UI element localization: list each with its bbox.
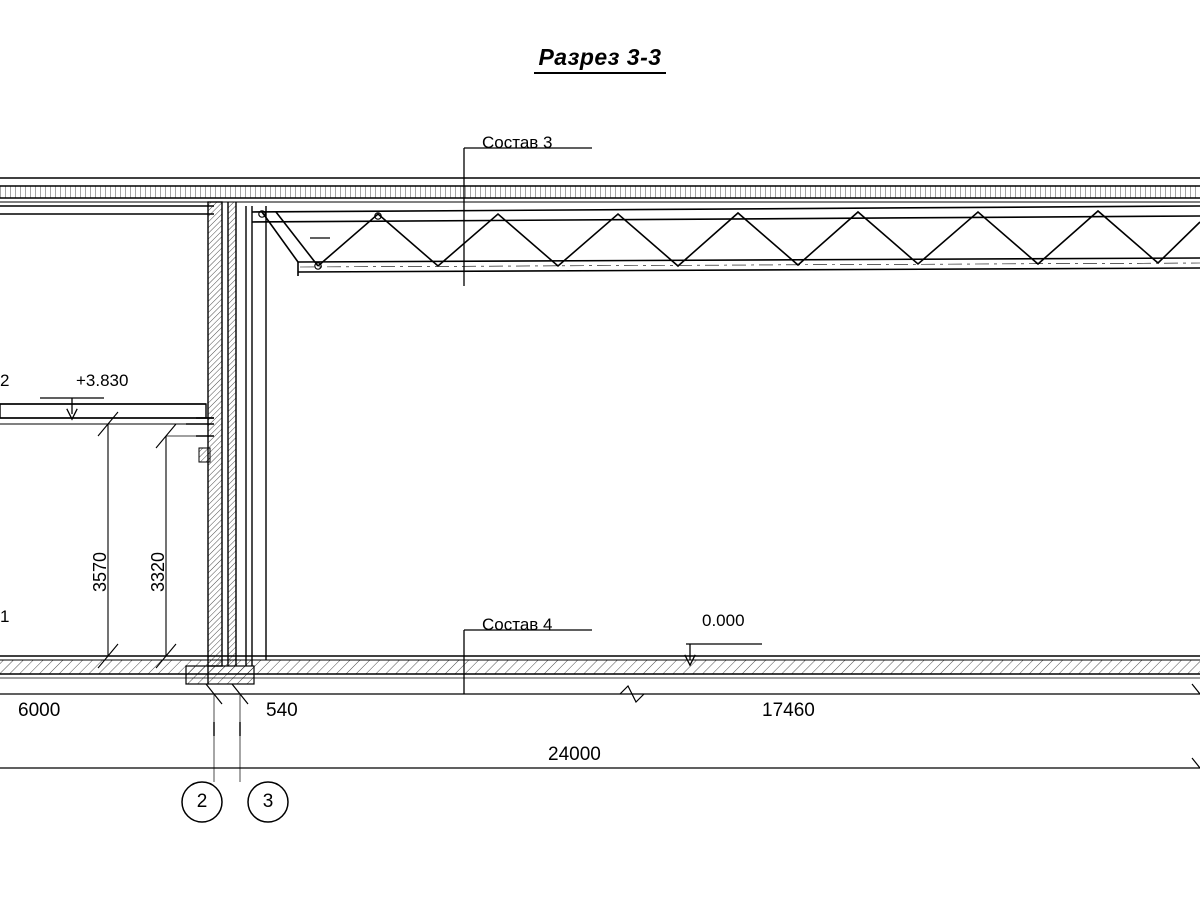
dimension-540: 540 xyxy=(266,700,298,721)
vertical-dimension-3570: 3570 xyxy=(90,551,110,592)
dimension-total-24000: 24000 xyxy=(548,744,601,765)
left-mark-2: 2 xyxy=(0,371,10,390)
level-high-label: +3.830 xyxy=(76,371,129,390)
left-mark-1: 1 xyxy=(0,607,10,626)
dimension-6000: 6000 xyxy=(18,700,61,721)
level-marks xyxy=(40,398,762,660)
level-zero-label: 0.000 xyxy=(702,611,745,630)
steel-truss xyxy=(252,206,1200,276)
floor-slab xyxy=(0,656,1200,678)
vertical-dimension-lines xyxy=(98,412,200,668)
dimension-17460: 17460 xyxy=(762,700,815,721)
roof-slab-group xyxy=(0,178,1200,202)
leader-lines xyxy=(464,148,592,694)
annotation-floor-buildup: Состав 4 xyxy=(482,615,553,634)
wall-assembly xyxy=(186,202,266,684)
axis-bubble-3-label: 3 xyxy=(262,791,274,812)
left-room-group xyxy=(0,206,214,462)
page-title: Разрез 3-3 xyxy=(0,44,1200,71)
axis-bubble-2-label: 2 xyxy=(196,791,208,812)
horizontal-dimension-chain xyxy=(0,684,1200,782)
vertical-dimension-3320: 3320 xyxy=(148,551,168,592)
annotation-roof-buildup: Состав 3 xyxy=(482,133,553,152)
